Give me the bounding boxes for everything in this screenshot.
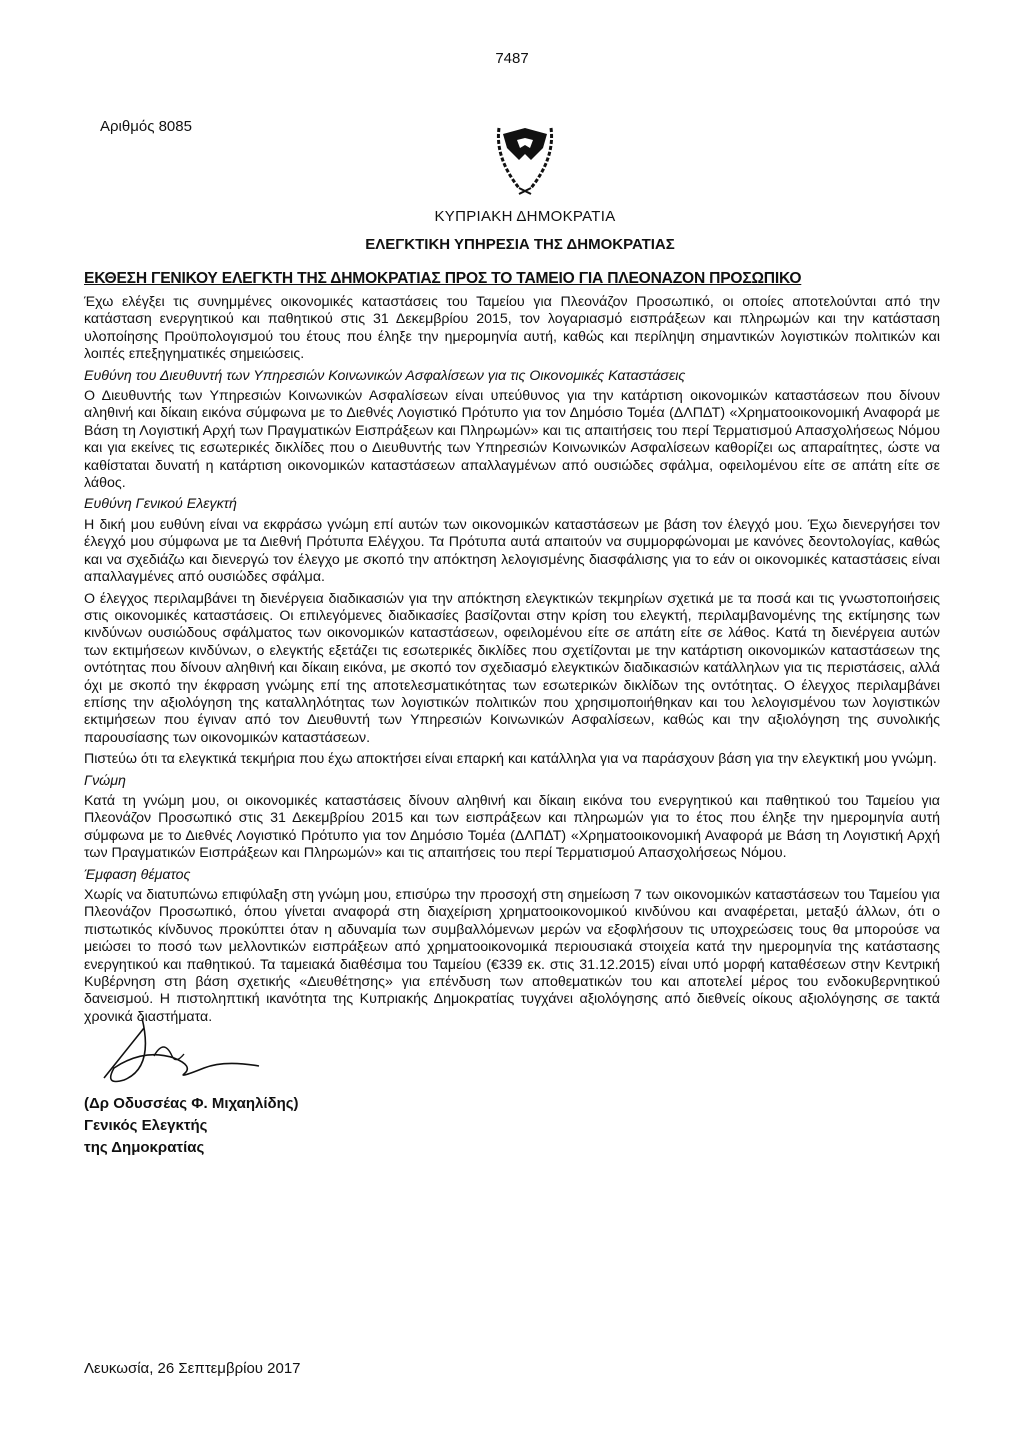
report-title: ΕΚΘΕΣΗ ΓΕΝΙΚΟΥ ΕΛΕΓΚΤΗ ΤΗΣ ΔΗΜΟΚΡΑΤΙΑΣ ΠΡΟΣ ΤΟ ΤΑΜΕΙΟ ΓΙΑ ΠΛΕΟΝΑΖΟΝ ΠΡΟΣΩΠΙΚΟ (84, 270, 802, 287)
emphasis-paragraph: Χωρίς να διατυπώνω επιφύλαξη στη γνώμη μου, επισύρω την προσοχή στη σημείωση 7 των οικονομικών καταστάσεων του Ταμείου για Πλεονάζον Προσωπικό, όπου γίνεται αναφορά στη διαχείριση χρηματοοικονομικού κινδύνου και αναφέρεται, μεταξύ άλλων, ότι ο πιστωτικός κίνδυνος προκύπτει όταν η αδυναμία των συμβαλλόμενων μερών να εξοφλήσουν τις υποχρεώσεις τους θα μπορούσε να μειώσει το ποσό των μελλοντικών εισπράξεων από χρηματοοικονομικά περιουσιακά στοιχεία κατά την ημερομηνία της κατάστασης ενεργητικού και παθητικού. Τα ταμειακά διαθέσιμα του Ταμείου (€339 εκ. στις 31.12.2015) είναι υπό μορφή καταθέσεων στην Κεντρική Κυβέρνηση στη βάση σχετικής «Διευθέτησης» για επένδυση των αποθεματικών του και αποτελεί μέρος του ενδοκυβερνητικού δανεισμού. Η πιστοληπτική ικανότητα της Κυπριακής Δημοκρατίας τυγχάνει αξιολόγησης από διεθνείς οίκους αξιολόγησης σε τακτά χρονικά διαστήματα. (84, 887, 940, 1025)
opinion-paragraph: Κατά τη γνώμη μου, οι οικονομικές καταστάσεις δίνουν αληθινή και δίκαιη εικόνα του ενεργητικού και παθητικού του Ταμείου για Πλεονάζον Προσωπικό στις 31 Δεκεμβρίου 2015 και των εισπράξεων και πληρωμών για το έτος που έληξε την ημερομηνία αυτή σύμφωνα με το Διεθνές Λογιστικό Πρότυπο για τον Δημόσιο Τομέα (ΔΛΠΔΤ) «Χρηματοοικονομική Αναφορά με Βάση τη Λογιστική Αρχή των Πραγματικών Εισπράξεων και Πληρωμών» και τις απαιτήσεις του περί Τερματισμού Απασχολήσεως Νόμου. (84, 792, 940, 862)
signatory-block (84, 1093, 299, 1159)
auditor-responsibility-paragraph-2: Ο έλεγχος περιλαμβάνει τη διενέργεια διαδικασιών για την απόκτηση ελεγκτικών τεκμηρίων σχετικά με τα ποσά και τις γνωστοποιήσεις στις οικονομικές καταστάσεις. Οι επιλεγόμενες διαδικασίες βασίζονται στην κρίση του ελεγκτή, περιλαμβανομένης της εκτίμησης των κινδύνων ουσιώδους σφάλματος των οικονομικών καταστάσεων, οφειλομένου είτε σε απάτη είτε σε λάθος. Κατά τη διενέργεια αυτών των εκτιμήσεων κινδύνων, ο ελεγκτής εξετάζει τις εσωτερικές δικλίδες που σχετίζονται με την κατάρτιση οικονομικών καταστάσεων της οντότητας που δίνουν αληθινή και δίκαιη εικόνα, με σκοπό τον σχεδιασμό ελεγκτικών διαδικασιών κατάλληλων για τις περιστάσεις, αλλά όχι με σκοπό την έκφραση γνώμης επί της αποτελεσματικότητας των εσωτερικών δικλίδων της οντότητας. Ο έλεγχος περιλαμβάνει επίσης την αξιολόγηση της καταλληλότητας των λογιστικών πολιτικών που χρησιμοποιήθηκαν και του λελογισμένου των λογιστικών εκτιμήσεων που έγιναν από τον Διευθυντή των Υπηρεσιών Κοινωνικών Ασφαλίσεων, καθώς και την αξιολόγηση της συνολικής παρουσίασης των οικονομικών καταστάσεων. (84, 590, 940, 746)
signatory-title-line-2: της Δημοκρατίας (84, 1139, 205, 1156)
page-number: 7487 (495, 50, 529, 67)
intro-paragraph: Έχω ελέγξει τις συνημμένες οικονομικές καταστάσεις του Ταμείου για Πλεονάζον Προσωπικό, οι οποίες αποτελούνται από την κατάσταση ενεργητικού και παθητικού στις 31 Δεκεμβρίου 2015, τον λογαριασμό εισπράξεων και πληρωμών και την κατάσταση υλοποίησης Προϋπολογισμού του έτους που έληξε την ημερομηνία αυτή, καθώς και περίληψη σημαντικών λογιστικών πολιτικών και λοιπές επεξηγηματικές σημειώσεις. (84, 294, 940, 363)
cyprus-coat-of-arms-icon (485, 118, 565, 198)
reference-number: Αριθμός 8085 (100, 118, 192, 135)
auditor-responsibility-paragraph-1: Η δική μου ευθύνη είναι να εκφράσω γνώμη επί αυτών των οικονομικών καταστάσεων με βάση τον έλεγχό μου. Έχω διενεργήσει τον έλεγχό μου σύμφωνα με τα Διεθνή Πρότυπα Ελέγχου. Τα Πρότυπα αυτά απαιτούν να συμμορφώνομαι με κανόνες δεοντολογίας, καθώς και να σχεδιάζω και διενεργώ τον έλεγχο με σκοπό την απόκτηση λελογισμένης διασφάλισης για το εάν οι οικονομικές καταστάσεις είναι απαλλαγμένες από ουσιώδες σφάλμα. (84, 516, 940, 586)
handwritten-signature (84, 1008, 264, 1088)
signatory-name: (Δρ Οδυσσέας Φ. Μιχαηλίδης) (84, 1095, 299, 1112)
report-body (84, 294, 940, 1030)
opinion-heading: Γνώμη (84, 772, 126, 789)
audit-office-name: ΕΛΕΓΚΤΙΚΗ ΥΠΗΡΕΣΙΑ ΤΗΣ ΔΗΜΟΚΡΑΤΙΑΣ (365, 236, 675, 253)
auditor-responsibility-paragraph-3: Πιστεύω ότι τα ελεγκτικά τεκμήρια που έχω αποκτήσει είναι επαρκή και κατάλληλα για να παράσχουν βάση για την ελεγκτική μου γνώμη. (84, 751, 937, 768)
place-and-date: Λευκωσία, 26 Σεπτεμβρίου 2017 (84, 1360, 301, 1377)
auditor-responsibility-heading: Ευθύνη Γενικού Ελεγκτή (84, 496, 237, 513)
emphasis-heading: Έμφαση θέματος (84, 866, 191, 883)
signatory-title: Γενικός Ελεγκτής (84, 1117, 208, 1134)
republic-name: ΚΥΠΡΙΑΚΗ ΔΗΜΟΚΡΑΤΙΑ (434, 208, 616, 225)
director-responsibility-paragraph: Ο Διευθυντής των Υπηρεσιών Κοινωνικών Ασφαλίσεων είναι υπεύθυνος για την κατάρτιση οικονομικών καταστάσεων που δίνουν αληθινή και δίκαιη εικόνα σύμφωνα με το Διεθνές Λογιστικό Πρότυπο για τον Δημόσιο Τομέα (ΔΛΠΔΤ) «Χρηματοοικονομική Αναφορά με Βάση τη Λογιστική Αρχή των Πραγματικών Εισπράξεων και Πληρωμών» και τις απαιτήσεις του περί Τερματισμού Απασχολήσεως Νόμου και για εκείνες τις εσωτερικές δικλίδες που ο Διευθυντής των Υπηρεσιών Κοινωνικών Ασφαλίσεων καθορίζει ως απαραίτητες, ώστε να καθίσταται δυνατή η κατάρτιση οικονομικών καταστάσεων απαλλαγμένων από ουσιώδες σφάλμα, οφειλομένου είτε σε απάτη είτε σε λάθος. (84, 388, 940, 492)
director-responsibility-heading: Ευθύνη του Διευθυντή των Υπηρεσιών Κοινωνικών Ασφαλίσεων για τις Οικονομικές Καταστάσεις (84, 367, 686, 384)
